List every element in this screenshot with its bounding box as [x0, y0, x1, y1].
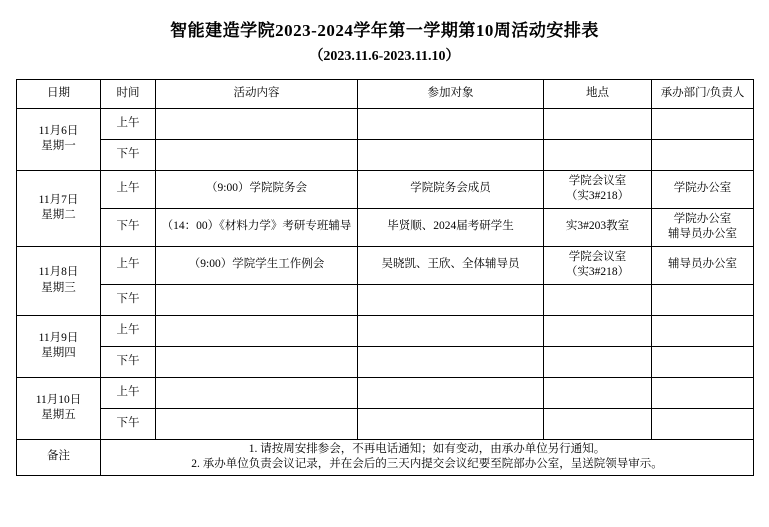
time-cell: 下午: [101, 208, 156, 246]
date-cell: 11月9日 星期四: [17, 315, 101, 377]
time-cell: 上午: [101, 246, 156, 284]
note-label: 备注: [17, 439, 101, 475]
dept-cell: [652, 377, 754, 408]
table-row: [17, 408, 754, 439]
time-cell: 上午: [101, 108, 156, 139]
target-cell: [358, 139, 544, 170]
time-cell: 上午: [101, 315, 156, 346]
target-cell: 学院院务会成员: [358, 170, 544, 208]
target-cell: [358, 346, 544, 377]
column-header-content: 活动内容: [156, 79, 358, 108]
place-cell: [544, 346, 652, 377]
time-cell: 下午: [101, 284, 156, 315]
date-cell: 11月8日 星期三: [17, 246, 101, 315]
table-row: [17, 315, 754, 346]
dept-cell: 学院办公室: [652, 170, 754, 208]
content-cell: （9:00）学院院务会: [156, 170, 358, 208]
dept-cell: [652, 346, 754, 377]
place-cell: [544, 315, 652, 346]
table-row: [17, 346, 754, 377]
target-cell: [358, 377, 544, 408]
time-cell: 下午: [101, 346, 156, 377]
dept-cell: [652, 108, 754, 139]
table-row: [17, 246, 754, 284]
column-header-dept: 承办部门/负责人: [652, 79, 754, 108]
column-header-date: 日期: [17, 79, 101, 108]
table-row: [17, 284, 754, 315]
table-row: [17, 377, 754, 408]
time-cell: 下午: [101, 408, 156, 439]
table-row: [17, 108, 754, 139]
column-header-time: 时间: [101, 79, 156, 108]
note-body: [101, 439, 754, 475]
place-cell: [544, 139, 652, 170]
date-cell: 11月10日 星期五: [17, 377, 101, 439]
title-block: [16, 18, 753, 69]
content-cell: [156, 284, 358, 315]
dept-cell: 辅导员办公室: [652, 246, 754, 284]
target-cell: 毕贤顺、2024届考研学生: [358, 208, 544, 246]
content-cell: [156, 315, 358, 346]
dept-cell: [652, 315, 754, 346]
target-cell: [358, 315, 544, 346]
time-cell: 下午: [101, 139, 156, 170]
table-header-row: [17, 79, 754, 108]
content-cell: [156, 377, 358, 408]
column-header-target: 参加对象: [358, 79, 544, 108]
time-cell: 上午: [101, 377, 156, 408]
schedule-table: [16, 79, 754, 476]
note-line-1: 1. 请按周安排参会，不再电话通知；如有变动，由承办单位另行通知。: [248, 442, 606, 455]
table-body: [17, 108, 754, 475]
table-row: [17, 139, 754, 170]
content-cell: （9:00）学院学生工作例会: [156, 246, 358, 284]
place-cell: 实3#203教室: [544, 208, 652, 246]
place-cell: [544, 284, 652, 315]
note-row: [17, 439, 754, 475]
dept-cell: [652, 408, 754, 439]
table-header: [17, 79, 754, 108]
target-cell: 吴晓凯、王欣、全体辅导员: [358, 246, 544, 284]
place-cell: [544, 108, 652, 139]
dept-cell: 学院办公室 辅导员办公室: [652, 208, 754, 246]
content-cell: [156, 108, 358, 139]
table-row: [17, 170, 754, 208]
content-cell: [156, 139, 358, 170]
dept-cell: [652, 284, 754, 315]
place-cell: [544, 377, 652, 408]
content-cell: [156, 408, 358, 439]
target-cell: [358, 284, 544, 315]
place-cell: 学院会议室 （实3#218）: [544, 170, 652, 208]
time-cell: 上午: [101, 170, 156, 208]
content-cell: （14：00）《材料力学》考研专班辅导: [156, 208, 358, 246]
content-cell: [156, 346, 358, 377]
date-cell: 11月6日 星期一: [17, 108, 101, 170]
table-row: [17, 208, 754, 246]
page-title: 智能建造学院2023-2024学年第一学期第10周活动安排表: [170, 21, 599, 40]
target-cell: [358, 408, 544, 439]
dept-cell: [652, 139, 754, 170]
target-cell: [358, 108, 544, 139]
date-cell: 11月7日 星期二: [17, 170, 101, 246]
place-cell: [544, 408, 652, 439]
column-header-place: 地点: [544, 79, 652, 108]
page-subtitle: （2023.11.6-2023.11.10）: [309, 48, 460, 64]
note-line-2: 2. 承办单位负责会议记录，并在会后的三天内提交会议纪要至院部办公室，呈送院领导审示。: [191, 458, 663, 471]
place-cell: 学院会议室 （实3#218）: [544, 246, 652, 284]
